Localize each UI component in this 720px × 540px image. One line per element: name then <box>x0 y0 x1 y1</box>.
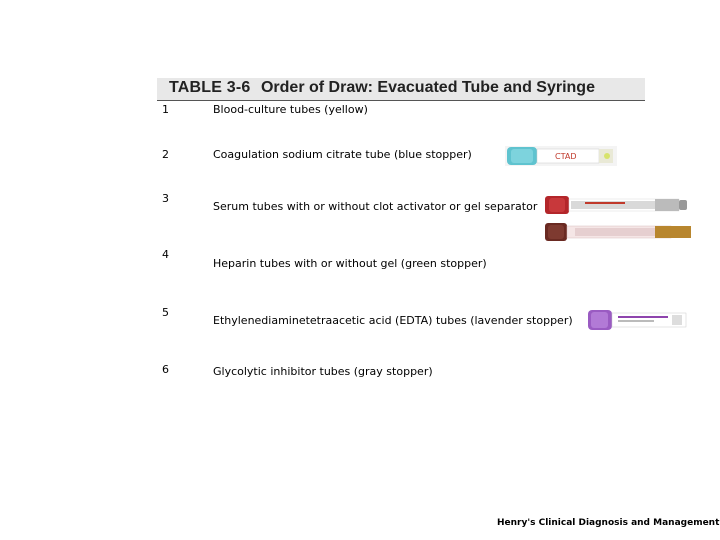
table-caption: Order of Draw: Evacuated Tube and Syringe <box>260 79 595 96</box>
red-stopper-tube-image <box>545 194 687 216</box>
source-citation: Henry's Clinical Diagnosis and Management <box>497 518 720 528</box>
table-title-bar <box>157 78 645 101</box>
row-number: 4 <box>162 248 169 261</box>
blue-stopper-tube-image <box>505 144 617 168</box>
brown-stopper-tube-image <box>545 221 693 243</box>
table-number: TABLE 3-6 <box>169 79 251 96</box>
row-number: 3 <box>162 192 169 205</box>
row-text: Coagulation sodium citrate tube (blue stopper) <box>213 148 472 161</box>
row-text: Ethylenediaminetetraacetic acid (EDTA) tubes (lavender stopper) <box>213 314 573 327</box>
row-text: Glycolytic inhibitor tubes (gray stopper) <box>213 365 433 378</box>
row-text: Heparin tubes with or without gel (green stopper) <box>213 257 487 270</box>
lavender-stopper-tube-image <box>588 308 690 332</box>
row-text: Blood-culture tubes (yellow) <box>213 103 368 116</box>
row-number: 2 <box>162 148 169 161</box>
row-number: 5 <box>162 306 169 319</box>
row-text: Serum tubes with or without clot activator or gel separator <box>213 200 538 213</box>
table-title <box>169 79 595 97</box>
row-number: 6 <box>162 363 169 376</box>
row-number: 1 <box>162 103 169 116</box>
tube-label: CTAD <box>555 152 577 161</box>
